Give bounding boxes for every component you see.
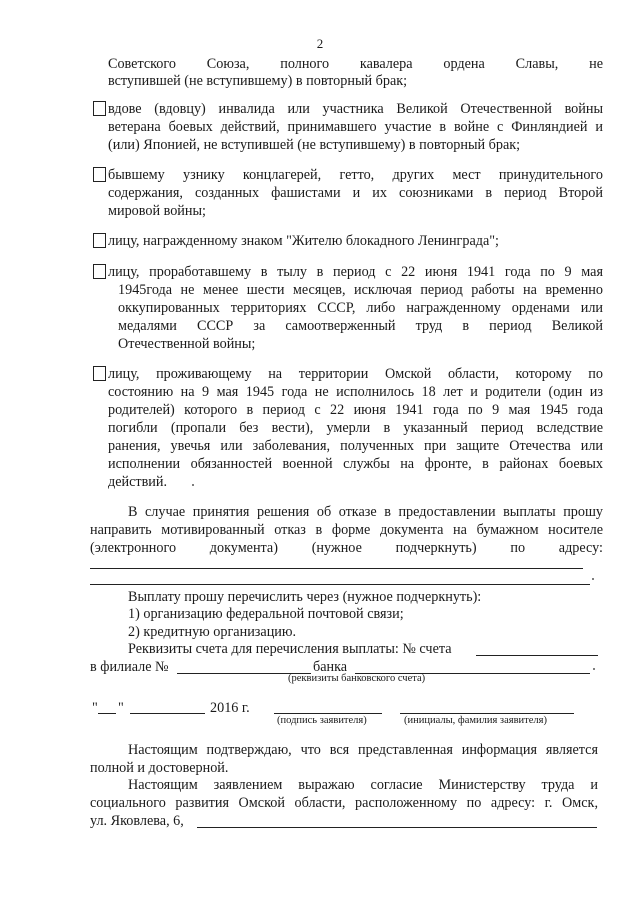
checkbox-orphan[interactable] [93,366,106,381]
date-day-field[interactable] [98,713,116,714]
text-line: 2) кредитную организацию. [128,624,297,640]
address-line[interactable] [90,568,583,569]
checkbox-leningrad[interactable] [93,233,106,248]
date-close-quote: " [118,700,124,716]
date-open-quote: " [92,700,98,716]
text-line: Выплату прошу перечислить через (нужное подчеркнуть): [128,589,482,605]
checkbox-home-front[interactable] [93,264,106,279]
text-line: оккупированных территориях СССР, либо награжденному орденами или [118,300,603,316]
text-line: В случае принятия решения об отказе в предоставлении выплаты прошу [128,504,603,520]
text-line: лицу, проживающему на территории Омской области, которому по [108,366,603,382]
date-month-field[interactable] [130,713,205,714]
text-line: (электронного документа) (нужное подчеркнуть) по адресу: [90,540,603,556]
address-line[interactable] [90,584,590,585]
text-line: Советского Союза, полного кавалера ордена Славы, не [108,56,603,72]
checkbox-prisoner[interactable] [93,167,106,182]
signature-caption: (подпись заявителя) [277,715,367,726]
text-line: Настоящим заявлением выражаю согласие Министерству труда и [128,777,598,793]
text-line: ветерана боевых действий, принимавшего участие в войне с Финляндией и [108,119,603,135]
consent-address-field[interactable] [197,827,597,828]
text-line: содержания, созданных фашистами и их союзниками в период Второй [108,185,603,201]
text-line: медалями СССР за самоотверженный труд в период Великой [118,318,603,334]
scan-speck [593,668,595,670]
text-line: погибли (пропали без вести), умерли в указанный период вследствие [108,420,603,436]
text-line: Настоящим подтверждаю, что вся представленная информация является [128,742,598,758]
signature-field[interactable] [274,713,382,714]
checkbox-widow[interactable] [93,101,106,116]
account-number-field[interactable] [476,655,598,656]
text-line: лицу, проработавшему в тылу в период с 22 июня 1941 года по 9 мая [108,264,603,280]
bank-label: банка [313,659,348,675]
name-caption: (инициалы, фамилия заявителя) [404,715,547,726]
text-line: Отечественной войны; [118,336,256,352]
text-line: вдове (вдовцу) инвалида или участника Великой Отечественной войны [108,101,603,117]
text-line: вступившей (не вступившему) в повторный брак; [108,73,408,89]
text-line: бывшему узнику концлагерей, гетто, других мест принудительного [108,167,603,183]
text-line: (или) Японией, не вступившей (не вступившему) в повторный брак; [108,137,521,153]
text-line: 1945года не менее шести месяцев, исключая период работы на временно [118,282,603,298]
text-line: состоянию на 9 мая 1945 года не исполнилось 18 лет и родители (один из [108,384,603,400]
text-line: действий. [108,474,168,490]
text-line: родителей) которого в период с 22 июня 1941 года по 9 мая 1945 года [108,402,603,418]
text-line: ранения, увечья или заболевания, полученных при защите Отечества или [108,438,603,454]
scan-speck [192,484,194,486]
text-line: 1) организацию федеральной почтовой связи; [128,606,404,622]
text-line: направить мотивированный отказ в форме документа на бумажном носителе [90,522,603,538]
text-line: лицу, награжденному знаком "Жителю блокадного Ленинграда"; [108,233,499,249]
bank-caption: (реквизиты банковского счета) [288,673,426,684]
requisites-label: Реквизиты счета для перечисления выплаты: № счета [128,641,452,657]
text-line: исполнении обязанностей военной службы на фронте, в районах боевых [108,456,603,472]
page-number: 2 [316,36,324,51]
date-year: 2016 г. [210,700,250,716]
scan-speck [592,578,594,580]
text-line: полной и достоверной. [90,760,229,776]
branch-label: в филиале № [90,659,169,675]
text-line: мировой войны; [108,203,206,219]
name-field[interactable] [400,713,574,714]
text-line: социального развития Омской области, расположенному по адресу: г. Омск, [90,795,598,811]
text-line: ул. Яковлева, 6, [90,813,184,829]
